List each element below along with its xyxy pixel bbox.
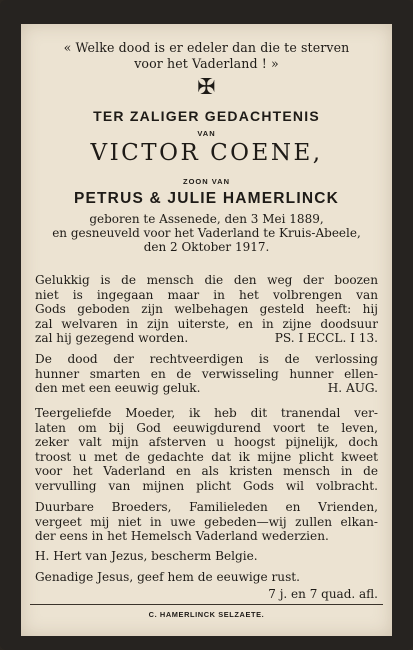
text-line: Teergeliefde Moeder, ik heb dit tranendal ver- <box>35 406 378 420</box>
text-line: voor het Vaderland en als kristen mensch in de <box>35 464 378 479</box>
mother-paragraph <box>35 406 378 494</box>
text-line-last <box>35 331 378 346</box>
indulgence-note: 7 j. en 7 quad. afl. <box>268 587 378 601</box>
family-paragraph <box>35 500 378 544</box>
text-line: hunner smarten en de verwisseling hunner ellen- <box>35 366 378 381</box>
parents-names: PETRUS & JULIE HAMERLINCK <box>73 190 340 207</box>
augustine-paragraph <box>35 352 378 396</box>
van-label: VAN <box>197 129 216 138</box>
jesus-prayer <box>35 570 378 585</box>
text-line: zal hij gezegend worden. <box>35 331 189 346</box>
text-line: zal welvaren in zijn uiterste, en in zijne doodsuur <box>35 316 378 331</box>
text-line-last <box>35 381 378 396</box>
text-line: Duurbare Broeders, Familieleden en Vrienden, <box>35 500 378 514</box>
psalm-paragraph <box>35 273 378 346</box>
citation: H. AUG. <box>327 381 378 396</box>
divider <box>30 604 383 605</box>
text-line: Genadige Jesus, geef hem de eeuwige rust. <box>35 570 300 584</box>
cross-icon: ✠ <box>197 75 216 100</box>
text-line: Gelukkig is de mensch die den weg der boozen <box>35 273 378 287</box>
text-line: Gods geboden zijn welbehagen gesteld heeft: hij <box>35 302 378 317</box>
card-paper <box>21 24 392 636</box>
born-line: den 2 Oktober 1917. <box>143 240 270 254</box>
text-line: troost u met de gedachte dat ik mijne plicht kweet <box>35 449 378 464</box>
text-line: laten om bij God eeuwigdurend voort te leven, <box>35 420 378 435</box>
birth-death-info <box>21 212 392 254</box>
text-line: H. Hert van Jezus, bescherm Belgie. <box>35 549 258 563</box>
text-line: niet is ingegaan maar in het volbrengen van <box>35 287 378 302</box>
born-line: en gesneuveld voor het Vaderland te Kruis-Abeele, <box>52 226 361 240</box>
text-line: vervulling van mijnen plicht Gods wil volbracht. <box>35 478 378 493</box>
deceased-name: VICTOR COENE, <box>90 140 323 166</box>
opening-quote <box>21 40 392 72</box>
born-line: geboren te Assenede, den 3 Mei 1889, <box>89 212 324 226</box>
quote-line: voor het Vaderland ! » <box>134 56 279 71</box>
text-line: De dood der rechtveerdigen is de verlossing <box>35 352 378 366</box>
text-line: der eens in het Hemelsch Vaderland wederzien. <box>35 529 329 544</box>
citation: PS. I ECCL. I 13. <box>274 331 378 346</box>
text-line: zeker valt mijn afsterven u hoogst pijnelijk, doch <box>35 435 378 450</box>
quote-line: « Welke dood is er edeler dan die te sterven <box>63 40 350 55</box>
memorial-header: TER ZALIGER GEDACHTENIS <box>93 108 320 124</box>
text-line: den met een eeuwig geluk. <box>35 381 201 396</box>
text-line: vergeet mij niet in uwe gebeden—wij zullen elkan- <box>35 514 378 529</box>
printer-imprint: C. HAMERLINCK SELZAETE. <box>148 610 265 619</box>
sacred-heart-prayer <box>35 549 378 564</box>
son-of-label: ZOON VAN <box>182 177 231 186</box>
